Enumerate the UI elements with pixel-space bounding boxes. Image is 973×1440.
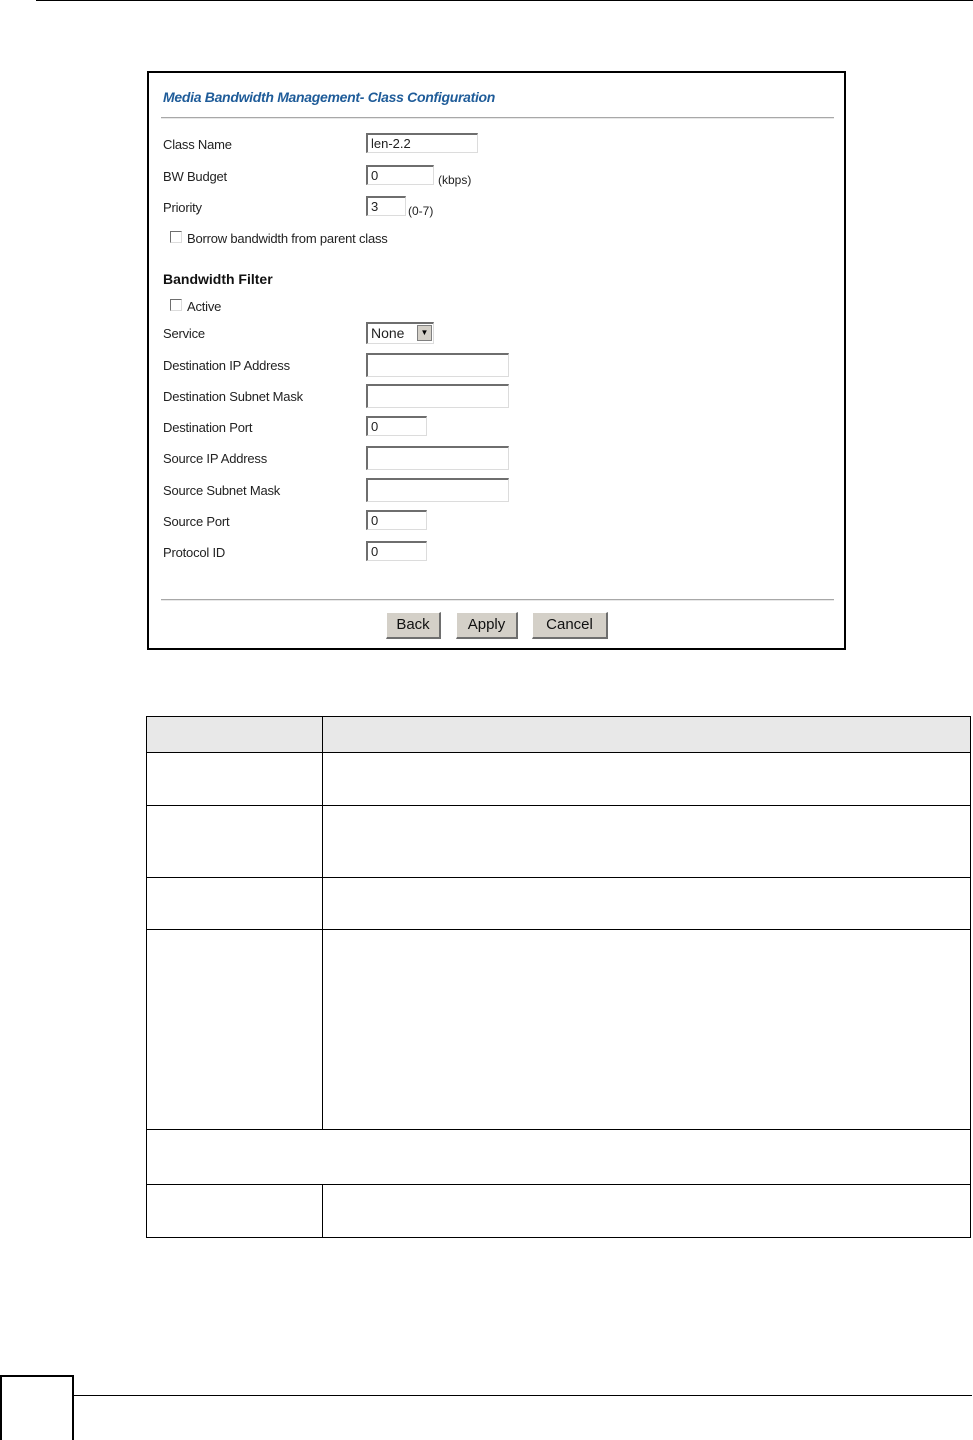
table-cell: [147, 806, 323, 878]
class-configuration-screen: [147, 71, 846, 650]
table-cell: [323, 878, 971, 930]
priority-label: Priority: [163, 200, 202, 215]
class-name-input[interactable]: len-2.2: [366, 133, 478, 153]
table-header-row: [147, 717, 971, 753]
protocol-id-input[interactable]: 0: [366, 541, 427, 561]
table-cell: [323, 753, 971, 806]
button-divider: [161, 599, 834, 601]
table-cell: [147, 753, 323, 806]
service-label: Service: [163, 326, 205, 341]
page-title: Media Bandwidth Management- Class Configuration: [163, 89, 496, 105]
protocol-id-label: Protocol ID: [163, 545, 226, 560]
destination-mask-label: Destination Subnet Mask: [163, 389, 303, 404]
priority-input[interactable]: 3: [366, 196, 406, 216]
source-ip-label: Source IP Address: [163, 451, 268, 466]
back-button[interactable]: Back: [386, 612, 441, 639]
active-checkbox[interactable]: [170, 299, 182, 311]
table-cell: [147, 930, 323, 1130]
bandwidth-filter-title: Bandwidth Filter: [163, 271, 273, 287]
table-row: [147, 806, 971, 878]
chevron-down-icon[interactable]: ▼: [417, 325, 432, 341]
class-name-label: Class Name: [163, 137, 232, 152]
table-cell: [323, 806, 971, 878]
header-rule: [36, 0, 973, 1]
header-cell-description: [323, 717, 971, 753]
table-span-cell: [147, 1130, 971, 1185]
page-number-box: [0, 1375, 74, 1440]
table-span-row: [147, 1130, 971, 1185]
borrow-bandwidth-checkbox[interactable]: [170, 231, 182, 243]
source-ip-input[interactable]: [366, 446, 509, 470]
borrow-bandwidth-label: Borrow bandwidth from parent class: [187, 231, 388, 246]
bw-budget-input[interactable]: 0: [366, 165, 434, 185]
destination-ip-input[interactable]: [366, 353, 509, 377]
header-cell-label: [147, 717, 323, 753]
table-cell: [147, 1185, 323, 1238]
title-divider: [161, 117, 834, 119]
apply-button[interactable]: Apply: [456, 612, 518, 639]
field-description-table: [146, 716, 971, 1238]
table-row: [147, 1185, 971, 1238]
bw-budget-unit: (kbps): [438, 173, 472, 187]
table-cell: [323, 1185, 971, 1238]
source-port-input[interactable]: 0: [366, 510, 427, 530]
destination-ip-label: Destination IP Address: [163, 358, 290, 373]
service-selected-value: None: [371, 325, 405, 341]
table-cell: [323, 930, 971, 1130]
source-mask-input[interactable]: [366, 478, 509, 502]
cancel-button[interactable]: Cancel: [532, 612, 608, 639]
source-mask-label: Source Subnet Mask: [163, 483, 281, 498]
destination-mask-input[interactable]: [366, 384, 509, 408]
destination-port-label: Destination Port: [163, 420, 253, 435]
active-label: Active: [187, 299, 222, 314]
destination-port-input[interactable]: 0: [366, 416, 427, 436]
table-cell: [147, 878, 323, 930]
source-port-label: Source Port: [163, 514, 230, 529]
footer-rule: [72, 1395, 972, 1396]
bw-budget-label: BW Budget: [163, 169, 227, 184]
table-row: [147, 878, 971, 930]
priority-range: (0-7): [408, 204, 434, 218]
table-row: [147, 753, 971, 806]
service-select[interactable]: [366, 322, 434, 344]
table-row: [147, 930, 971, 1130]
